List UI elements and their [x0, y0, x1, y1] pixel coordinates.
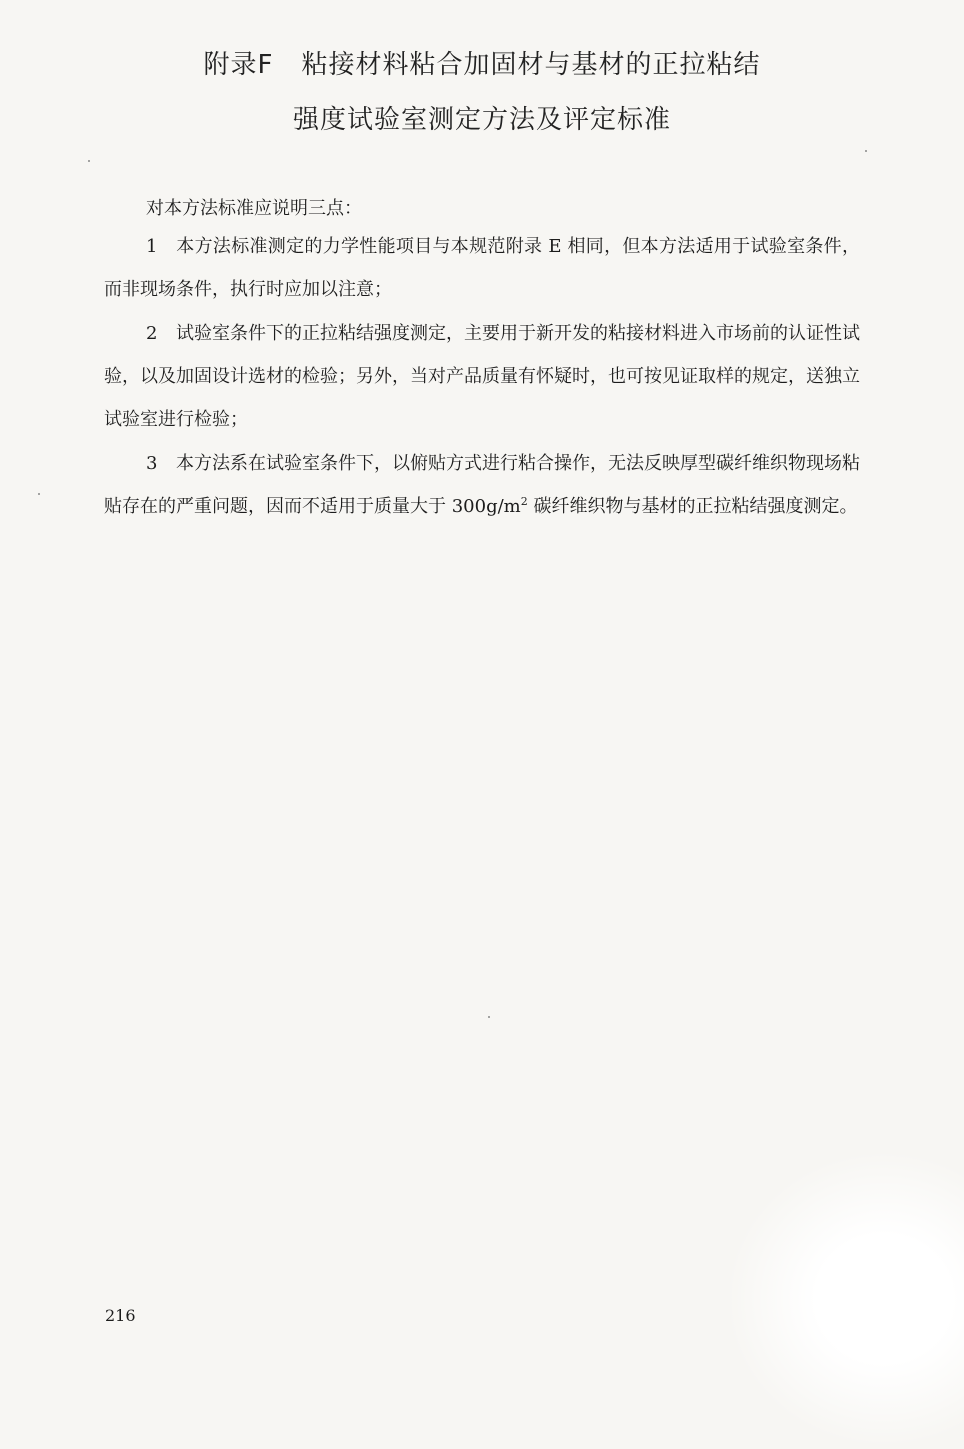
appendix-label: 附录F: [203, 50, 274, 80]
paragraph-number: 3: [146, 453, 158, 474]
paragraph-text-continued: 碳纤维织物与基材的正拉粘结强度测定。: [527, 496, 858, 517]
paragraph-1: [104, 225, 860, 311]
paragraph-3: [104, 442, 860, 528]
scan-speck: [88, 160, 90, 162]
intro-text: 对本方法标准应说明三点：: [146, 198, 362, 219]
paragraph-text: 本方法系在试验室条件下，以俯贴方式进行粘合操作，无法反映厚型碳纤维织物现场粘贴存在的严重问题，因而不适用于质量大于 300g/m: [104, 453, 860, 517]
appendix-title-line-1: [0, 44, 964, 81]
paragraph-number: 2: [146, 323, 158, 344]
unit-superscript: 2: [520, 495, 528, 508]
scan-speck: [865, 150, 867, 152]
paragraph-text: 本方法标准测定的力学性能项目与本规范附录 E 相同，但本方法适用于试验室条件，而非现场条件，执行时应加以注意；: [104, 236, 860, 300]
paragraph-number: 1: [146, 236, 158, 257]
appendix-title-main: 粘接材料粘合加固材与基材的正拉粘结: [301, 50, 761, 80]
scan-speck: [488, 1016, 490, 1018]
paragraph-2: [104, 312, 860, 441]
page-number: 216: [105, 1306, 136, 1325]
scan-speck: [38, 493, 40, 495]
paragraph-text: 试验室条件下的正拉粘结强度测定，主要用于新开发的粘接材料进入市场前的认证性试验，以及加固设计选材的检验；另外，当对产品质量有怀疑时，也可按见证取样的规定，送独立试验室进行检验；: [104, 323, 860, 430]
appendix-title-line-2: 强度试验室测定方法及评定标准: [292, 105, 671, 135]
scan-glare: [724, 1149, 964, 1449]
